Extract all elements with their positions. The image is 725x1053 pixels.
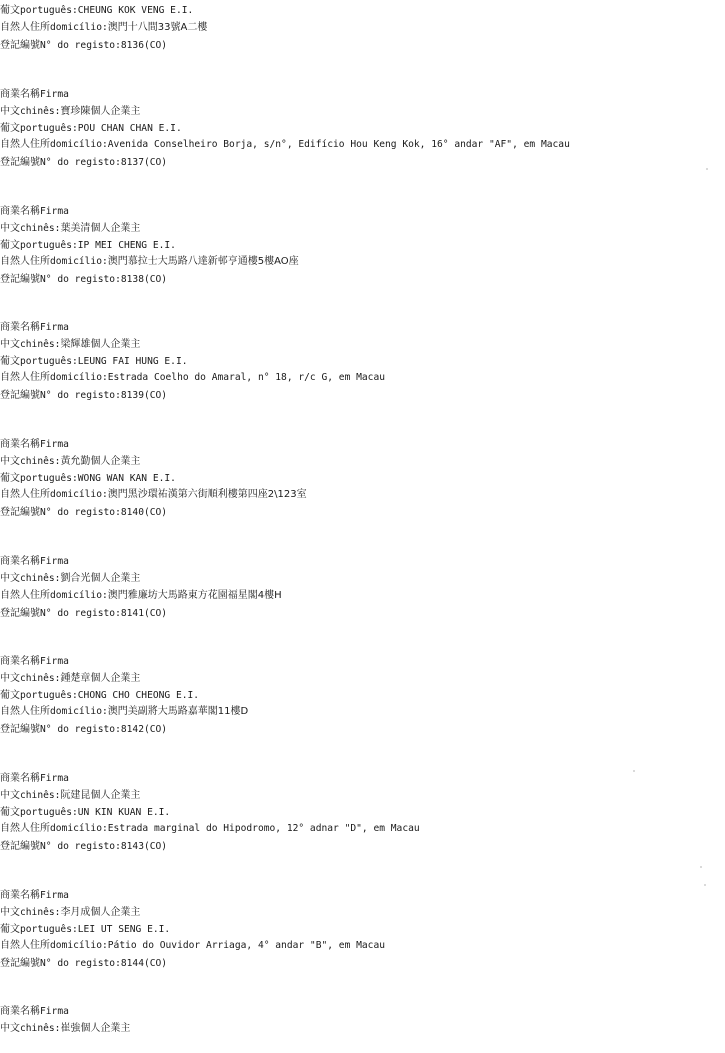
separator: :: [101, 256, 108, 267]
chinese-name-line: [0, 907, 725, 919]
registry-number: 8144: [120, 958, 144, 969]
firm-label-zh: 商業名稱: [0, 206, 40, 217]
firm-label-zh: 商業名稱: [0, 890, 40, 901]
registry-number-line: [0, 958, 725, 970]
chinese-label-pt: chinês: [20, 573, 55, 584]
domicile-label-zh: 自然人住所: [0, 372, 50, 383]
domicile-label-pt: domicílio: [50, 590, 102, 601]
domicile-label-zh: 自然人住所: [0, 706, 50, 717]
chinese-label-pt: chinês: [20, 339, 55, 350]
registry-suffix: (CO): [143, 724, 168, 735]
registry-number-line: [0, 157, 725, 169]
registry-suffix: (CO): [143, 390, 168, 401]
chinese-label-zh: 中文: [0, 223, 20, 234]
domicile-label-pt: domicílio: [50, 372, 102, 383]
domicile-label-zh: 自然人住所: [0, 22, 50, 33]
portuguese-name-line: [0, 807, 725, 819]
registo-label-zh: 登記編號: [0, 274, 40, 285]
chinese-label-pt: chinês: [20, 223, 55, 234]
registry-suffix: (CO): [143, 274, 168, 285]
registo-label-pt: N° do registo:: [40, 958, 121, 969]
domicile-value: Estrada Coelho do Amaral, n° 18, r/c G, em Macau: [107, 372, 386, 383]
portuguese-name-value: LEI UT SENG E.I.: [77, 924, 171, 935]
firm-label-zh: 商業名稱: [0, 773, 40, 784]
portuguese-name-line: [0, 5, 725, 17]
portuguese-name-line: [0, 240, 725, 252]
registo-label-zh: 登記編號: [0, 841, 40, 852]
domicile-label-pt: domicílio: [50, 940, 102, 951]
chinese-name-value: 崔強個人企業主: [60, 1023, 131, 1034]
separator: :: [71, 473, 78, 484]
domicile-line: [0, 823, 725, 835]
registry-number: 8142: [120, 724, 144, 735]
separator: :: [71, 240, 78, 251]
separator: :: [54, 907, 61, 918]
registry-number-line: [0, 40, 725, 52]
domicile-label-pt: domicílio: [50, 139, 102, 150]
chinese-name-value: 葉美清個人企業主: [60, 223, 141, 234]
chinese-label-zh: 中文: [0, 339, 20, 350]
firm-line: [0, 322, 725, 334]
registo-label-zh: 登記編號: [0, 507, 40, 518]
firm-label-zh: 商業名稱: [0, 556, 40, 567]
chinese-label-pt: chinês: [20, 456, 55, 467]
separator: :: [54, 106, 61, 117]
portuguese-name-value: LEUNG FAI HUNG E.I.: [77, 356, 188, 367]
domicile-line: [0, 590, 725, 602]
firm-line: [0, 1006, 725, 1018]
registry-number-line: [0, 507, 725, 519]
domicile-label-zh: 自然人住所: [0, 139, 50, 150]
registo-label-zh: 登記編號: [0, 40, 40, 51]
domicile-label-zh: 自然人住所: [0, 489, 50, 500]
portuguese-label-pt: português: [20, 473, 72, 484]
registo-label-pt: N° do registo:: [40, 841, 121, 852]
chinese-label-zh: 中文: [0, 573, 20, 584]
firm-label-pt: Firma: [40, 773, 69, 784]
registry-number-line: [0, 724, 725, 736]
chinese-name-value: 阮建昆個人企業主: [60, 790, 141, 801]
separator: :: [71, 5, 78, 16]
registry-number: 8139: [120, 390, 144, 401]
separator: :: [101, 139, 108, 150]
separator: :: [101, 823, 108, 834]
registry-number: 8138: [120, 274, 144, 285]
portuguese-name-value: CHONG CHO CHEONG E.I.: [77, 690, 200, 701]
separator: :: [54, 573, 61, 584]
chinese-name-value: 寶珍陳個人企業主: [60, 106, 141, 117]
registry-number-line: [0, 274, 725, 286]
registo-label-zh: 登記編號: [0, 390, 40, 401]
domicile-line: [0, 372, 725, 384]
chinese-label-pt: chinês: [20, 907, 55, 918]
domicile-value: 澳門十八間33號A二樓: [107, 22, 208, 33]
portuguese-label-zh: 葡文: [0, 924, 20, 935]
portuguese-label-pt: português: [20, 807, 72, 818]
registry-suffix: (CO): [143, 841, 168, 852]
portuguese-name-value: POU CHAN CHAN E.I.: [77, 123, 182, 134]
portuguese-name-line: [0, 473, 725, 485]
separator: :: [71, 807, 78, 818]
scan-speck: [704, 884, 706, 886]
firm-label-zh: 商業名稱: [0, 1006, 40, 1017]
registry-number: 8140: [120, 507, 144, 518]
firm-label-pt: Firma: [40, 656, 69, 667]
portuguese-name-value: IP MEI CHENG E.I.: [77, 240, 176, 251]
chinese-label-pt: chinês: [20, 1023, 55, 1034]
portuguese-label-zh: 葡文: [0, 240, 20, 251]
domicile-line: [0, 139, 725, 151]
scan-speck: [700, 866, 702, 868]
registry-number-line: [0, 608, 725, 620]
firm-line: [0, 773, 725, 785]
separator: :: [71, 690, 78, 701]
domicile-value: 澳門黑沙環祐漢第六街順利樓第四座2\123室: [107, 489, 307, 500]
portuguese-label-zh: 葡文: [0, 356, 20, 367]
chinese-label-zh: 中文: [0, 907, 20, 918]
domicile-value: 澳門美副將大馬路嘉華閣11樓D: [107, 706, 249, 717]
separator: :: [71, 356, 78, 367]
registo-label-zh: 登記編號: [0, 724, 40, 735]
portuguese-label-zh: 葡文: [0, 473, 20, 484]
separator: :: [101, 22, 108, 33]
portuguese-label-pt: português: [20, 924, 72, 935]
chinese-name-line: [0, 673, 725, 685]
separator: :: [54, 673, 61, 684]
firm-label-zh: 商業名稱: [0, 656, 40, 667]
chinese-label-zh: 中文: [0, 106, 20, 117]
chinese-name-line: [0, 223, 725, 235]
domicile-value: 澳門慕拉士大馬路八達新邨亨通樓5樓AO座: [107, 256, 299, 267]
firm-line: [0, 206, 725, 218]
portuguese-label-zh: 葡文: [0, 123, 20, 134]
domicile-value: 澳門雅廉坊大馬路東方花園福星閣4樓H: [107, 590, 282, 601]
firm-line: [0, 89, 725, 101]
portuguese-label-pt: português: [20, 240, 72, 251]
chinese-label-pt: chinês: [20, 790, 55, 801]
separator: :: [54, 1023, 61, 1034]
chinese-label-zh: 中文: [0, 1023, 20, 1034]
registry-number-line: [0, 390, 725, 402]
chinese-name-value: 黃允勤個人企業主: [60, 456, 141, 467]
firm-label-zh: 商業名稱: [0, 439, 40, 450]
domicile-line: [0, 22, 725, 34]
portuguese-name-value: WONG WAN KAN E.I.: [77, 473, 176, 484]
portuguese-name-line: [0, 123, 725, 135]
registo-label-zh: 登記編號: [0, 958, 40, 969]
firm-label-pt: Firma: [40, 89, 69, 100]
registo-label-pt: N° do registo:: [40, 724, 121, 735]
chinese-label-zh: 中文: [0, 790, 20, 801]
chinese-name-value: 鍾楚章個人企業主: [60, 673, 141, 684]
registo-label-pt: N° do registo:: [40, 157, 121, 168]
separator: :: [101, 706, 108, 717]
firm-label-pt: Firma: [40, 322, 69, 333]
domicile-line: [0, 940, 725, 952]
chinese-name-line: [0, 573, 725, 585]
portuguese-name-value: UN KIN KUAN E.I.: [77, 807, 171, 818]
registo-label-pt: N° do registo:: [40, 274, 121, 285]
domicile-line: [0, 706, 725, 718]
firm-line: [0, 556, 725, 568]
domicile-label-pt: domicílio: [50, 256, 102, 267]
registry-suffix: (CO): [143, 608, 168, 619]
chinese-label-pt: chinês: [20, 673, 55, 684]
domicile-value: Avenida Conselheiro Borja, s/n°, Edifício Hou Keng Kok, 16° andar "AF", em Macau: [107, 139, 570, 150]
portuguese-label-pt: português: [20, 5, 72, 16]
registry-suffix: (CO): [143, 40, 168, 51]
domicile-label-zh: 自然人住所: [0, 590, 50, 601]
separator: :: [71, 123, 78, 134]
registry-suffix: (CO): [143, 507, 168, 518]
portuguese-name-line: [0, 356, 725, 368]
domicile-label-pt: domicílio: [50, 489, 102, 500]
separator: :: [101, 940, 108, 951]
registry-number: 8141: [120, 608, 144, 619]
separator: :: [101, 590, 108, 601]
portuguese-label-pt: português: [20, 690, 72, 701]
firm-label-pt: Firma: [40, 439, 69, 450]
separator: :: [54, 456, 61, 467]
domicile-value: Estrada marginal do Hipodromo, 12° adnar "D", em Macau: [107, 823, 420, 834]
chinese-name-line: [0, 1023, 725, 1035]
separator: :: [54, 790, 61, 801]
chinese-label-pt: chinês: [20, 106, 55, 117]
firm-line: [0, 656, 725, 668]
chinese-label-zh: 中文: [0, 673, 20, 684]
scan-speck: [633, 770, 635, 772]
separator: :: [54, 339, 61, 350]
domicile-label-zh: 自然人住所: [0, 940, 50, 951]
domicile-line: [0, 256, 725, 268]
domicile-value: Pátio do Ouvidor Arriaga, 4° andar "B", em Macau: [107, 940, 386, 951]
scan-speck: [706, 168, 708, 170]
domicile-line: [0, 489, 725, 501]
chinese-name-line: [0, 106, 725, 118]
firm-label-pt: Firma: [40, 206, 69, 217]
chinese-label-zh: 中文: [0, 456, 20, 467]
registry-number: 8137: [120, 157, 144, 168]
portuguese-label-pt: português: [20, 356, 72, 367]
portuguese-label-zh: 葡文: [0, 5, 20, 16]
registo-label-pt: N° do registo:: [40, 390, 121, 401]
firm-line: [0, 439, 725, 451]
firm-line: [0, 890, 725, 902]
firm-label-zh: 商業名稱: [0, 322, 40, 333]
registo-label-zh: 登記編號: [0, 608, 40, 619]
domicile-label-zh: 自然人住所: [0, 256, 50, 267]
registry-number: 8143: [120, 841, 144, 852]
portuguese-label-zh: 葡文: [0, 690, 20, 701]
registo-label-pt: N° do registo:: [40, 608, 121, 619]
registry-number-line: [0, 841, 725, 853]
chinese-name-value: 梁輝雄個人企業主: [60, 339, 141, 350]
separator: :: [54, 223, 61, 234]
separator: :: [101, 372, 108, 383]
portuguese-label-pt: português: [20, 123, 72, 134]
firm-label-pt: Firma: [40, 1006, 69, 1017]
registo-label-zh: 登記編號: [0, 157, 40, 168]
registry-suffix: (CO): [143, 157, 168, 168]
registry-suffix: (CO): [143, 958, 168, 969]
portuguese-name-line: [0, 924, 725, 936]
chinese-name-value: 李月成個人企業主: [60, 907, 141, 918]
chinese-name-line: [0, 456, 725, 468]
separator: :: [71, 924, 78, 935]
portuguese-name-line: [0, 690, 725, 702]
domicile-label-zh: 自然人住所: [0, 823, 50, 834]
firm-label-zh: 商業名稱: [0, 89, 40, 100]
separator: :: [101, 489, 108, 500]
portuguese-name-value: CHEUNG KOK VENG E.I.: [77, 5, 194, 16]
registo-label-pt: N° do registo:: [40, 507, 121, 518]
firm-label-pt: Firma: [40, 890, 69, 901]
chinese-name-value: 劉合光個人企業主: [60, 573, 141, 584]
portuguese-label-zh: 葡文: [0, 807, 20, 818]
domicile-label-pt: domicílio: [50, 22, 102, 33]
registry-number: 8136: [120, 40, 144, 51]
chinese-name-line: [0, 339, 725, 351]
domicile-label-pt: domicílio: [50, 706, 102, 717]
chinese-name-line: [0, 790, 725, 802]
firm-label-pt: Firma: [40, 556, 69, 567]
domicile-label-pt: domicílio: [50, 823, 102, 834]
registo-label-pt: N° do registo:: [40, 40, 121, 51]
